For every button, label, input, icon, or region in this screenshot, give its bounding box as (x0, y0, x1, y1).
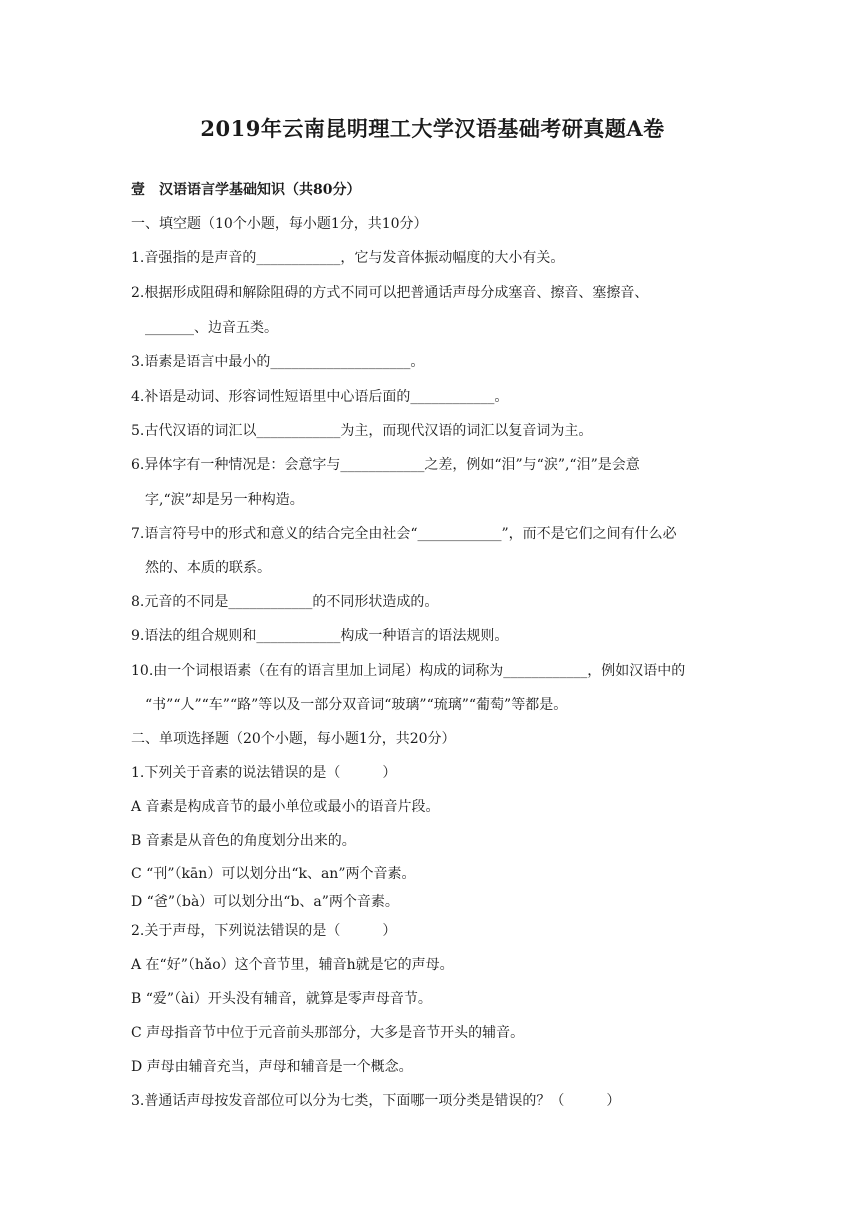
choice-2-option-b: B “爱”（ài）开头没有辅音，就算是零声母音节。 (131, 991, 432, 1007)
choice-1-option-a: A 音素是构成音节的最小单位或最小的语音片段。 (131, 799, 440, 815)
choice-1-option-c: C “刊”（kān）可以划分出“k、an”两个音素。 (131, 866, 416, 882)
fill-question-5: 5.古代汉语的词汇以____________为主，而现代汉语的词汇以复音词为主。 (131, 423, 593, 439)
fill-question-10: 10.由一个词根语素（在有的语言里加上词尾）构成的词称为____________，例如汉语中的 (131, 663, 686, 679)
choice-question-1: 1.下列关于音素的说法错误的是（ ） (131, 765, 397, 781)
fill-question-2-cont: _______、边音五类。 (145, 320, 278, 336)
fill-question-6-cont: 字,“涙”却是另一种构造。 (145, 492, 304, 508)
fill-question-1: 1.音强指的是声音的____________，它与发音体振动幅度的大小有关。 (131, 250, 565, 266)
page-title: 2019年云南昆明理工大学汉语基础考研真题A卷 (200, 116, 665, 141)
fill-question-3: 3.语素是语言中最小的____________________。 (131, 354, 425, 370)
fill-question-7-cont: 然的、本质的联系。 (145, 560, 271, 576)
choice-1-option-b: B 音素是从音色的角度划分出来的。 (131, 833, 356, 849)
fill-question-7: 7.语言符号中的形式和意义的结合完全由社会“____________”，而不是它们之间有什么必 (131, 526, 677, 542)
choice-question-2: 2.关于声母，下列说法错误的是（ ） (131, 923, 397, 939)
fill-question-8: 8.元音的不同是____________的不同形状造成的。 (131, 594, 439, 610)
fill-question-10-cont: “书”“人”“车”“路”等以及一部分双音词“玻璃”“琉璃”“葡萄”等都是。 (145, 697, 568, 713)
choice-1-option-d: D “爸”（bà）可以划分出“b、a”两个音素。 (131, 894, 399, 910)
part2-heading: 二、单项选择题（20个小题，每小题1分，共20分） (131, 731, 456, 747)
fill-question-2: 2.根据形成阻碍和解除阻碍的方式不同可以把普通话声母分成塞音、擦音、塞擦音、 (131, 285, 649, 301)
choice-2-option-d: D 声母由辅音充当，声母和辅音是一个概念。 (131, 1059, 413, 1075)
choice-2-option-c: C 声母指音节中位于元音前头那部分，大多是音节开头的辅音。 (131, 1025, 525, 1041)
part1-heading: 一、填空题（10个小题，每小题1分，共10分） (131, 216, 428, 232)
fill-question-4: 4.补语是动词、形容词性短语里中心语后面的____________。 (131, 389, 509, 405)
fill-question-6: 6.异体字有一种情况是：会意字与____________之差，例如“泪”与“涙”,“泪”是会意 (131, 457, 640, 473)
fill-question-9: 9.语法的组合规则和____________构成一种语言的语法规则。 (131, 628, 509, 644)
choice-question-3: 3.普通话声母按发音部位可以分为七类，下面哪一项分类是错误的？（ ） (131, 1093, 621, 1109)
section-heading: 壹 汉语语言学基础知识（共80分） (131, 182, 361, 198)
choice-2-option-a: A 在“好”（hǎo）这个音节里，辅音h就是它的声母。 (131, 957, 454, 973)
